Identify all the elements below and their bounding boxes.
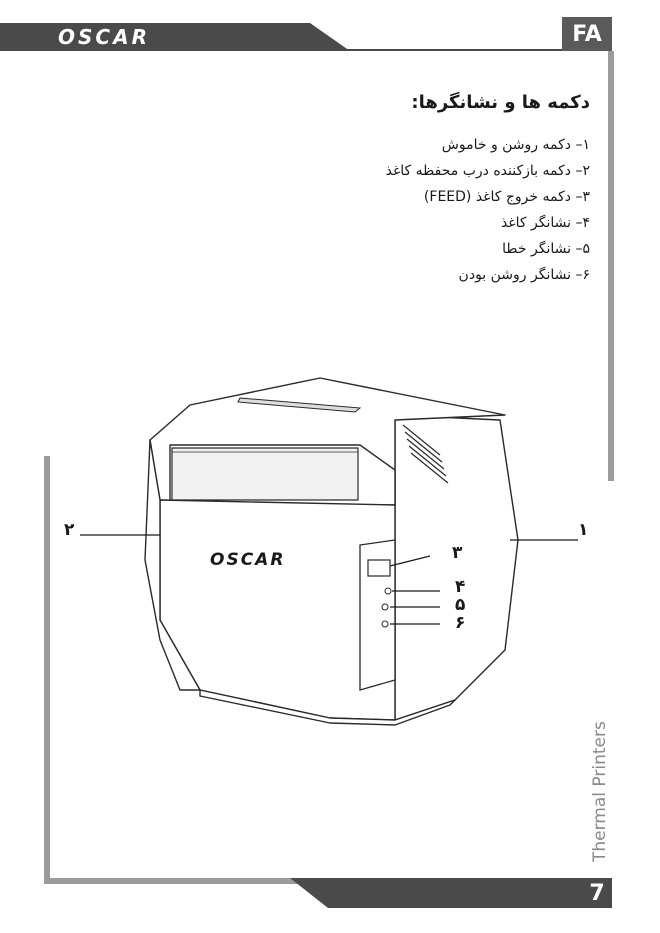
- list-item: ۴– نشانگر کاغذ: [500, 215, 590, 231]
- callout-1: ۱: [578, 520, 589, 540]
- feed-button: [368, 560, 390, 576]
- list-item: ۲– دکمه بازکننده درب محفظه کاغذ: [385, 163, 590, 179]
- list-item: ۶– نشانگر روشن بودن: [458, 267, 590, 283]
- language-tab: FA: [562, 17, 612, 51]
- printer-logo: OSCAR: [210, 550, 286, 570]
- section-title: دکمه ها و نشانگرها:: [411, 92, 590, 113]
- side-label: Thermal Printers: [590, 721, 610, 862]
- list-item: ۱– دکمه روشن و خاموش: [441, 137, 590, 153]
- callout-3: ۳: [452, 543, 463, 563]
- page-number: 7: [589, 880, 605, 906]
- brand-logo: OSCAR: [58, 25, 150, 49]
- error-indicator: [382, 604, 388, 610]
- callout-6: ۶: [455, 613, 466, 633]
- power-indicator: [382, 621, 388, 627]
- list-item: ۳– دکمه خروج کاغذ (FEED): [423, 189, 590, 205]
- callout-2: ۲: [64, 520, 75, 540]
- callout-5: ۵: [455, 595, 466, 615]
- list-item: ۵– نشانگر خطا: [502, 241, 590, 257]
- callout-4: ۴: [455, 577, 466, 597]
- paper-indicator: [385, 588, 391, 594]
